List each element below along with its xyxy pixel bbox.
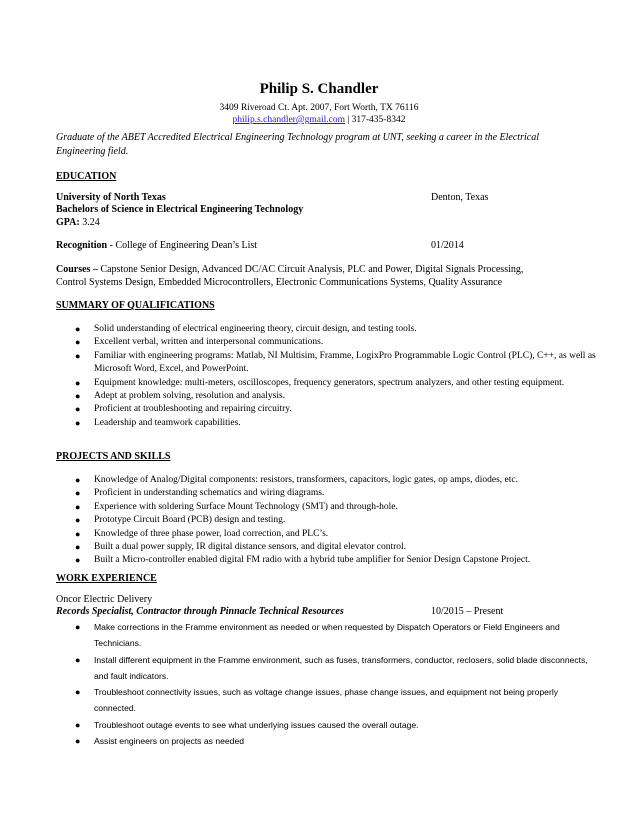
bullet-icon: ● bbox=[75, 488, 81, 499]
list-item: ● Proficient at troubleshooting and repairing circuitry. bbox=[56, 403, 596, 416]
bullet-icon: ● bbox=[75, 719, 81, 730]
bullet-icon: ● bbox=[75, 324, 81, 334]
projects-heading: PROJECTS AND SKILLS bbox=[56, 451, 171, 462]
list-item: ● Prototype Circuit Board (PCB) design and testing. bbox=[56, 514, 596, 527]
list-item: ● Adept at problem solving, resolution and analysis. bbox=[56, 390, 596, 403]
address: 3409 Riveroad Ct. Apt. 2007, Fort Worth, TX 76116 bbox=[219, 103, 419, 113]
contact-line bbox=[0, 114, 638, 126]
gpa-value: 3.24 bbox=[82, 217, 100, 228]
phone-number: 317-435-8342 bbox=[351, 115, 406, 125]
bullet-icon: ● bbox=[75, 687, 81, 698]
school-location: Denton, Texas bbox=[431, 192, 489, 203]
list-item: ● Familiar with engineering programs: Matlab, NI Multisim, Framme, LogixPro Programmable Logic Control (PLC), C++, as well as Microsoft Word, Excel, and PowerPoint. bbox=[75, 350, 596, 375]
recognition-line bbox=[56, 239, 257, 252]
company-name: Oncor Electric Delivery bbox=[56, 594, 153, 605]
summary-list bbox=[56, 323, 596, 430]
list-item: ● Built a Micro-controller enabled digital FM radio with a hybrid tube amplifier for Senior Design Capstone Project. bbox=[56, 554, 596, 567]
degree: Bachelors of Science in Electrical Engineering Technology bbox=[56, 204, 304, 215]
recognition-date: 01/2014 bbox=[431, 240, 464, 251]
list-item: ● Proficient in understanding schematics and wiring diagrams. bbox=[56, 487, 596, 500]
bullet-icon: ● bbox=[75, 417, 81, 428]
bullet-icon: ● bbox=[75, 528, 81, 539]
bullet-icon: ● bbox=[75, 515, 81, 526]
list-item: ● Knowledge of Analog/Digital components: resistors, transformers, capacitors, logic gates, op amps, diodes, etc. bbox=[56, 474, 596, 487]
list-item: ● Troubleshoot outage events to see what underlying issues caused the overall outage. bbox=[56, 717, 596, 733]
courses-line-2: Control Systems Design, Embedded Microcontrollers, Electronic Communications Systems, Quality Assurance bbox=[56, 277, 503, 288]
courses-label: Courses – bbox=[56, 264, 98, 275]
bullet-icon: ● bbox=[75, 475, 81, 485]
gpa-line bbox=[56, 216, 100, 229]
courses-text-1: Capstone Senior Design, Advanced DC/AC Circuit Analysis, PLC and Power, Digital Signals Processing, bbox=[97, 264, 524, 275]
bullet-icon: ● bbox=[75, 391, 81, 402]
list-item: ● Knowledge of three phase power, load correction, and PLC’s. bbox=[56, 528, 596, 541]
list-item: ● Built a dual power supply, IR digital distance sensors, and digital elevator control. bbox=[56, 541, 596, 554]
job-dates: 10/2015 – Present bbox=[431, 606, 504, 617]
bullet-icon: ● bbox=[75, 337, 81, 348]
candidate-name: Philip S. Chandler bbox=[259, 81, 379, 97]
bullet-icon: ● bbox=[75, 501, 81, 512]
list-item: ● Experience with soldering Surface Mount Technology (SMT) and through-hole. bbox=[56, 501, 596, 514]
bullet-icon: ● bbox=[75, 404, 81, 415]
bullet-icon: ● bbox=[75, 377, 81, 388]
list-item: ● Install different equipment in the Framme environment, such as fuses, transformers, conductor, reclosers, solid blade disconnects, and fault indicators. bbox=[56, 652, 596, 685]
summary-heading: SUMMARY OF QUALIFICATIONS bbox=[56, 300, 215, 311]
bullet-icon: ● bbox=[75, 736, 81, 747]
education-heading: EDUCATION bbox=[56, 171, 117, 182]
gpa-label: GPA: bbox=[56, 217, 80, 228]
list-item: ● Solid understanding of electrical engineering theory, circuit design, and testing tools. bbox=[56, 323, 596, 336]
objective-statement: Graduate of the ABET Accredited Electrical Engineering Technology program at UNT, seeking a career in the Electrical Engineering field. bbox=[56, 132, 539, 157]
list-item: ● Assist engineers on projects as needed bbox=[56, 733, 596, 749]
work-duties-list bbox=[56, 619, 596, 749]
projects-list bbox=[56, 474, 596, 568]
list-item: ● Troubleshoot connectivity issues, such as voltage change issues, phase change issues, and equipment not being properly connected. bbox=[56, 684, 596, 717]
list-item: ● Excellent verbal, written and interpersonal communications. bbox=[56, 336, 596, 349]
recognition-label: Recognition bbox=[56, 240, 108, 251]
school-name: University of North Texas bbox=[56, 192, 166, 203]
bullet-icon: ● bbox=[75, 555, 81, 566]
recognition-text: - College of Engineering Dean’s List bbox=[107, 240, 258, 251]
job-title: Records Specialist, Contractor through Pinnacle Technical Resources bbox=[56, 606, 344, 617]
email-link[interactable]: philip.s.chandler@gmail.com bbox=[232, 115, 345, 125]
work-heading: WORK EXPERIENCE bbox=[56, 573, 157, 584]
list-item: ● Equipment knowledge: multi-meters, oscilloscopes, frequency generators, spectrum analyzers, and other testing equipment. bbox=[56, 377, 596, 390]
bullet-icon: ● bbox=[75, 622, 81, 632]
contact-separator: | bbox=[344, 115, 352, 125]
bullet-icon: ● bbox=[75, 542, 81, 553]
courses-line-1 bbox=[56, 263, 523, 276]
bullet-icon: ● bbox=[75, 654, 81, 665]
list-item: ● Leadership and teamwork capabilities. bbox=[56, 417, 596, 430]
bullet-icon: ● bbox=[75, 350, 81, 361]
list-item: ● Make corrections in the Framme environment as needed or when requested by Dispatch Operators or Field Engineers and Technicians. bbox=[56, 619, 596, 652]
